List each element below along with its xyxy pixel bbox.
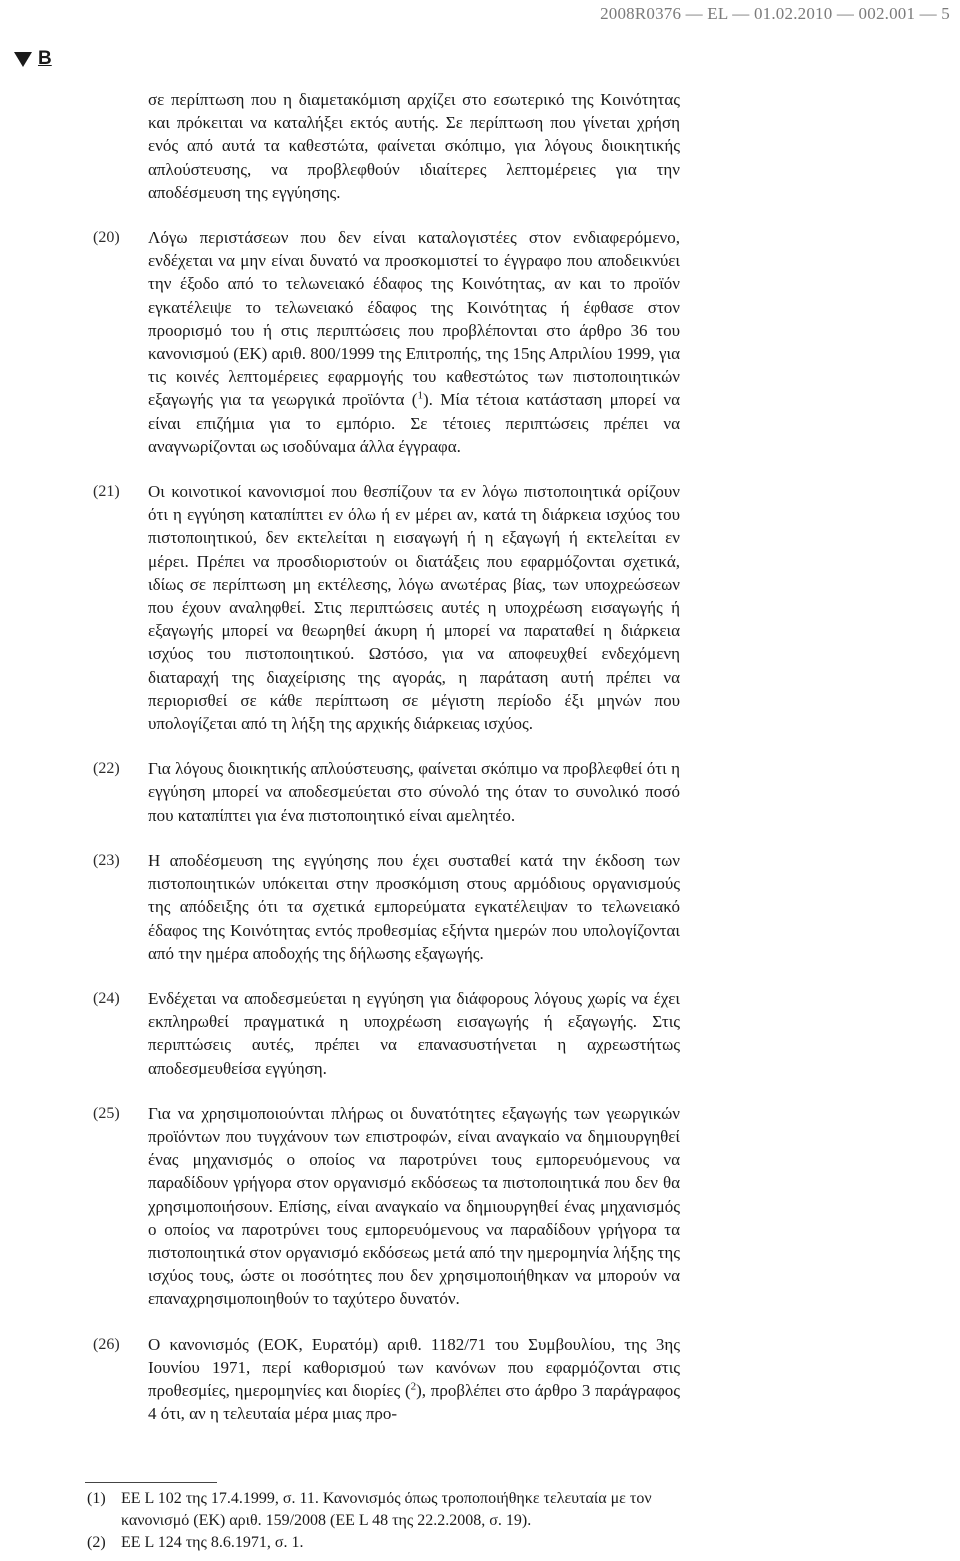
- recital-number: (22): [93, 760, 120, 778]
- recitals-body: [0, 88, 960, 1447]
- footnote-text: ΕΕ L 124 της 8.6.1971, σ. 1.: [121, 1534, 304, 1551]
- recital-text-part: Λόγω περιστάσεων που δεν είναι καταλογιστέες στον ενδιαφερόμενο, ενδέχεται να μην είναι δυνατό να προσκομιστεί το έγγραφο που αποδεικνύει την έξοδο από το τελωνειακό έδαφος της Κοινότητας, αν και το προϊόν εγκατέλειψε το τελωνειακό έδαφος της Κοινότητας ή έφθασε στον προορισμό του ή στις περιπτώσεις που προβλέπονται στο άρθρο 36 του κανονισμού (ΕΚ) αριθ. 800/1999 της Επιτροπής, της 15ης Απριλίου 1999, για τις κοινές λεπτομέρειες εφαρμογής του καθεστώτος των πιστοποιητικών εξαγωγής για τα γεωργικά προϊόντα (: [148, 228, 680, 410]
- recital-number: (23): [93, 851, 120, 869]
- amendment-marker: [14, 48, 52, 70]
- footnote-reference[interactable]: 1: [417, 389, 423, 402]
- recital-text: [148, 1333, 680, 1426]
- recital-24: [0, 987, 960, 1080]
- recital-number: (24): [93, 989, 120, 1007]
- footnote-1: [0, 1488, 960, 1532]
- footnote-mark: (2): [87, 1534, 106, 1551]
- recital-number: (21): [93, 483, 120, 501]
- recital-text: Για να χρησιμοποιούνται πλήρως οι δυνατότητες εξαγωγής των γεωργικών προϊόντων που τυγχάνουν των επιστροφών, είναι αναγκαίο να δημιουργηθεί ένας μηχανισμός ο οποίος να παροτρύνει τους εμπορευόμενους να παραδίδουν γρήγορα στον οργανισμό εκδόσεως τα πιστοποιητικά που δεν θα χρησιμοποιήσουν. Επίσης, είναι αναγκαίο να δημιουργηθεί ένας μηχανισμός ο οποίος να παροτρύνει τους εμπορευόμενους να παραδίδουν γρήγορα τα πιστοποιητικά στον οργανισμό εκδόσεως μετά από την ημερομηνία λήξης της ισχύος τους, ώστε οι ποσότητες που δεν χρησιμοποιήθηκαν να μπορούν να επαναχρησιμοποιηθούν το ταχύτερο δυνατόν.: [148, 1103, 680, 1309]
- recital-25: [0, 1102, 960, 1311]
- recital-number: (20): [93, 229, 120, 247]
- footnotes: [0, 1488, 960, 1554]
- recital-text-part: ), προβλέπει στο άρθρο 3 παράγραφος 4 ότι, αν η τελευταία μέρα μιας προ-: [148, 1380, 680, 1424]
- footnote-mark: (1): [87, 1490, 106, 1507]
- recital-text: Οι κοινοτικοί κανονισμοί που θεσπίζουν τα εν λόγω πιστοποιητικά ορίζουν ότι η εγγύηση καταπίπτει εν όλω ή εν μέρει αν, κατά τη διάρκεια ισχύος του πιστοποιητικού, δεν εκτελείται η εισαγωγή ή η εξαγωγή ή εκτελείται εν μέρει. Πρέπει να προσδιοριστούν οι διατάξεις που εφαρμόζονται σχετικά, ιδίως σε περίπτωση μη εκτέλεσης, λόγω ανωτέρας βίας, των υποχρεώσεων που έχουν αναληφθεί. Στις περιπτώσεις αυτές η υποχρέωση εισαγωγής ή εξαγωγής μπορεί να θεωρηθεί άκυρη ή μπορεί να παραταθεί η διάρκεια ισχύος του πιστοποιητικού. Ωστόσο, για να αποφευχθεί ενδεχόμενη διαταραχή της διαχείρισης της αγοράς, η παράταση αυτή πρέπει να περιορισθεί σε κάθε περίπτωση σε μέγιστη περίοδο έξι μηνών που υπολογίζεται από τη λήξη της αρχικής διάρκειας ισχύος.: [148, 482, 680, 734]
- recital-22: [0, 757, 960, 827]
- footnote-text: ΕΕ L 102 της 17.4.1999, σ. 11. Κανονισμός όπως τροποποιήθηκε τελευταία με τον κανονισμό (ΕΚ) αριθ. 159/2008 (ΕΕ L 48 της 22.2.2008, σ. 19).: [121, 1490, 652, 1529]
- recital-26: [0, 1333, 960, 1426]
- recital-23: [0, 849, 960, 965]
- recital-text: σε περίπτωση που η διαμετακόμιση αρχίζει στο εσωτερικό της Κοινότητας και πρόκειται να καταλήξει εκτός αυτής. Σε περίπτωση που γίνεται χρήση ενός από αυτά τα καθεστώτα, φαίνεται σκόπιμο, για λόγους διοικητικής απλούστευσης, να προβλεφθούν ιδιαίτερες λεπτομέρειες για την αποδέσμευση της εγγύησης.: [148, 90, 680, 202]
- recital-number: (25): [93, 1104, 120, 1122]
- recital-text: Η αποδέσμευση της εγγύησης που έχει συσταθεί κατά την έκδοση των πιστοποιητικών υπόκειται στην προσκόμιση στους αρμόδιους οργανισμούς της απόδειξης ότι τα σχετικά εμπορεύματα εγκατέλειψαν το τελωνειακό έδαφος της Κοινότητας εντός προθεσμίας εξήντα ημερών που υπολογίζονται από την ημέρα αποδοχής της δήλωσης εξαγωγής.: [148, 850, 680, 963]
- footnote-reference[interactable]: 2: [410, 1380, 417, 1393]
- recital-20: [0, 226, 960, 458]
- recital-text: Ενδέχεται να αποδεσμεύεται η εγγύηση για διάφορους λόγους χωρίς να έχει εκπληρωθεί πραγματικά η υποχρέωση εισαγωγής ή εξαγωγής. Στις περιπτώσεις αυτές, πρέπει να επανασυστήνεται η αχρεωστήτως αποδεσμευθείσα εγγύηση.: [148, 988, 680, 1078]
- recital-text-part: Ο κανονισμός (ΕΟΚ, Ευρατόμ) αριθ. 1182/71 του Συμβουλίου, της 3ης Ιουνίου 1971, περί καθορισμού των κανόνων που εφαρμόζονται στις προθεσμίες, ημερομηνίες και διορίες (: [148, 1334, 680, 1400]
- recital-text: [148, 226, 680, 458]
- recital-19-continued: [0, 88, 960, 204]
- footnote-2: [0, 1532, 960, 1554]
- recital-text: Για λόγους διοικητικής απλούστευσης, φαίνεται σκόπιμο να προβλεφθεί ότι η εγγύηση μπορεί να αποδεσμεύεται στο σύνολό της όταν το συνολικό ποσό που καταπίπτει για ένα πιστοποιητικό είναι αμελητέο.: [148, 759, 680, 825]
- amendment-marker-link[interactable]: B: [38, 48, 52, 69]
- running-header: 2008R0376 — EL — 01.02.2010 — 002.001 — 5: [600, 4, 950, 23]
- footnote-divider: [85, 1482, 217, 1483]
- recital-text-part: ). Μία τέτοια κατάσταση μπορεί να είναι επιζήμια για το εμπόριο. Σε τέτοιες περιπτώσεις πρέπει να αναγνωρίζονται ως ισοδύναμα άλλα έγγραφα.: [148, 390, 680, 456]
- recital-number: (26): [93, 1335, 120, 1353]
- triangle-down-icon: [14, 52, 32, 67]
- recital-21: [0, 480, 960, 735]
